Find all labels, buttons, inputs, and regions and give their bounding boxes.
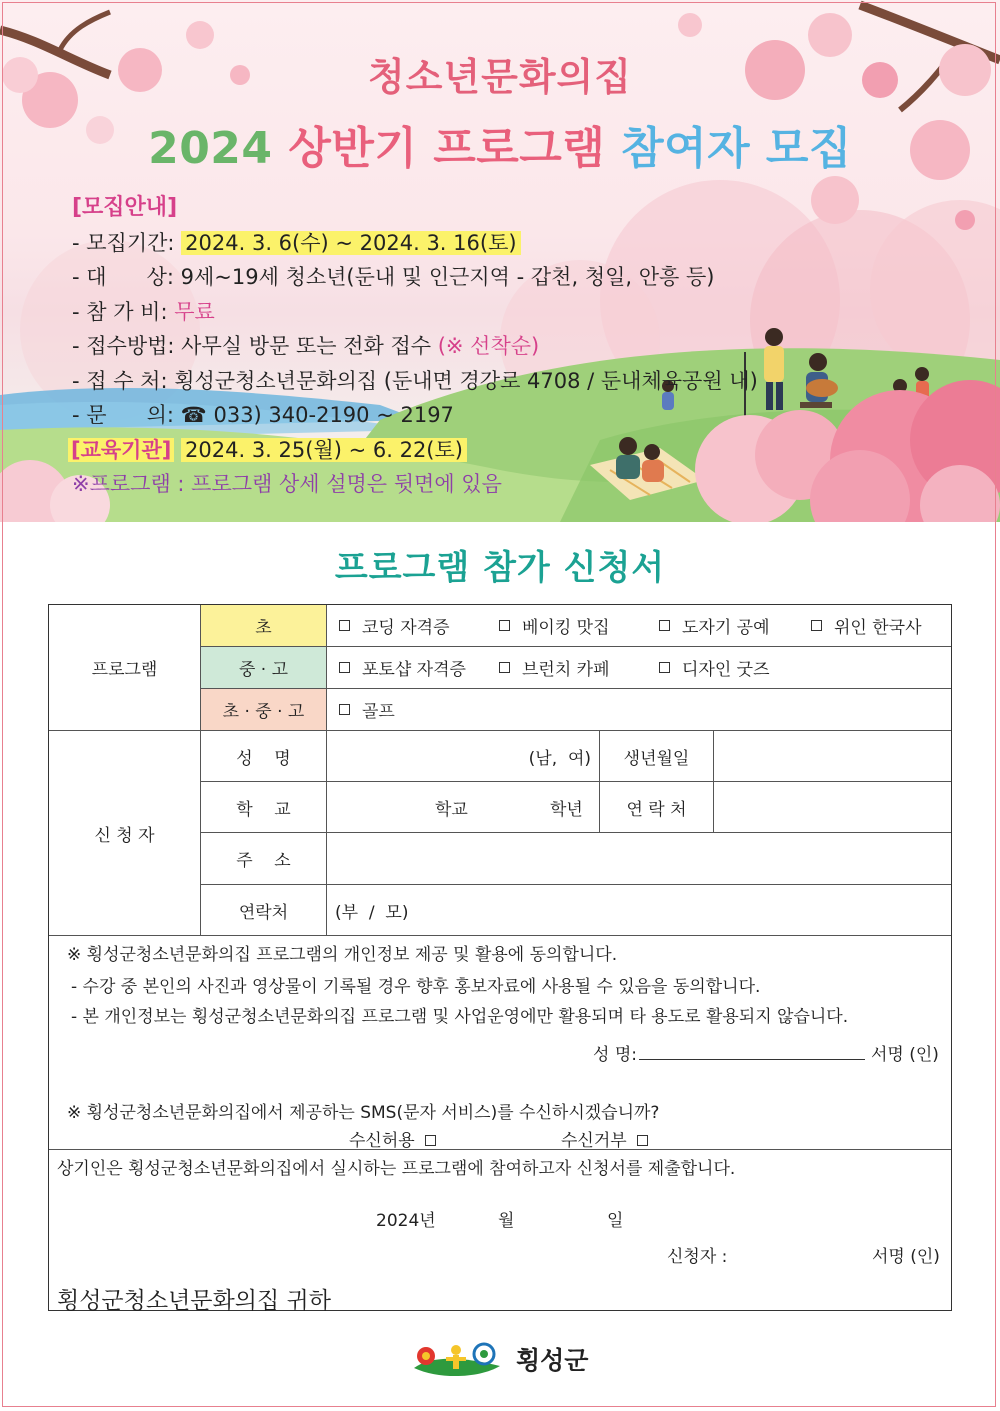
period-row: - 모집기간: 2024. 3. 6(수) ~ 2024. 3. 16(토) <box>72 226 758 261</box>
method-value: 사무실 방문 또는 전화 접수 <box>181 334 432 358</box>
sms-reject-option[interactable]: 수신거부 <box>561 1126 648 1151</box>
applicant-sign-suffix[interactable]: 서명 (인) <box>872 1247 940 1267</box>
fee-row: - 참 가 비: 무료 <box>72 299 215 324</box>
header-banner <box>0 0 1000 522</box>
checkbox[interactable] <box>499 662 510 673</box>
program-section-label: 프로그램 <box>49 605 201 731</box>
checkbox[interactable] <box>339 620 350 631</box>
signature-line[interactable] <box>639 1043 865 1060</box>
checkbox[interactable] <box>659 620 670 631</box>
form-title: 프로그램 참가 신청서 <box>334 548 666 588</box>
application-form <box>48 604 952 1314</box>
option-photoshop[interactable]: 포토샵 자격증 <box>339 647 466 688</box>
level-all: 초 · 중 · 고 <box>201 689 327 731</box>
option-golf[interactable]: 골프 <box>339 689 395 730</box>
consent-section <box>49 936 951 1150</box>
checkbox[interactable] <box>339 662 350 673</box>
school-hint: 학교 <box>435 799 468 820</box>
school-label: 학 교 <box>201 782 327 833</box>
name-input[interactable] <box>327 731 600 782</box>
sms-reject-checkbox[interactable] <box>637 1135 648 1146</box>
place-row: - 접 수 처: 횡성군청소년문화의집 (둔내면 경강로 4708 / 둔내체육공원 내) <box>72 368 758 393</box>
method-row: - 접수방법: 사무실 방문 또는 전화 접수 (※ 선착순) <box>72 334 540 358</box>
gender-hint: (남, 여) <box>528 748 591 769</box>
main-title <box>0 112 1000 176</box>
guardian-contact-label: 연락처 <box>201 885 327 936</box>
middle-high-options-row <box>327 647 951 689</box>
checkbox[interactable] <box>659 662 670 673</box>
option-design-goods[interactable]: 디자인 굿즈 <box>659 647 770 688</box>
method-note: (※ 선착순) <box>437 334 540 358</box>
sms-question: ※ 횡성군청소년문화의집에서 제공하는 SMS(문자 서비스)를 수신하시겠습니까? <box>67 1103 660 1123</box>
declaration-section <box>49 1150 951 1314</box>
sms-accept-checkbox[interactable] <box>425 1135 436 1146</box>
checkbox[interactable] <box>339 704 350 715</box>
checkbox[interactable] <box>811 620 822 631</box>
option-baking[interactable]: 베이킹 맛집 <box>499 605 610 646</box>
title-year: 2024 <box>148 123 273 174</box>
grade-hint: 학년 <box>550 799 583 820</box>
county-emblem-icon <box>410 1338 504 1380</box>
addressee: 횡성군청소년문화의집 귀하 <box>57 1288 331 1314</box>
program-note: ※프로그램 : 프로그램 상세 설명은 뒷면에 있음 <box>72 472 502 496</box>
address-input[interactable] <box>327 833 951 885</box>
target-row: - 대 상: 9세~19세 청소년(둔내 및 인근지역 - 갑천, 청일, 안흥 등) <box>72 265 715 289</box>
option-korean-history[interactable]: 위인 한국사 <box>811 605 922 646</box>
recruit-guide-heading: [모집안내] <box>72 195 178 220</box>
consent-photo: - 수강 중 본인의 사진과 영상물이 기록될 경우 향후 홍보자료에 사용될 수 있음을 동의합니다. <box>71 977 761 997</box>
recruitment-info <box>72 190 758 502</box>
parent-hint: (부 / 모) <box>335 902 409 923</box>
checkbox[interactable] <box>499 620 510 631</box>
target-value: 9세~19세 청소년(둔내 및 인근지역 - 갑천, 청일, 안흥 등) <box>180 265 715 289</box>
applicant-sign-label: 신청자 : <box>667 1247 728 1267</box>
option-brunch-cafe[interactable]: 브런치 카페 <box>499 647 610 688</box>
education-period-value: 2024. 3. 25(월) ~ 6. 22(토) <box>181 438 467 462</box>
date-year: 2024년 <box>376 1211 436 1231</box>
option-pottery[interactable]: 도자기 공예 <box>659 605 770 646</box>
education-period-heading: [교육기관] <box>68 438 174 462</box>
fee-value: 무료 <box>174 299 215 324</box>
phone-label: 연 락 처 <box>600 782 714 833</box>
consent-usage: - 본 개인정보는 횡성군청소년문화의집 프로그램 및 사업운영에만 활용되며 타 용도로 활용되지 않습니다. <box>71 1007 849 1027</box>
date-month: 월 <box>498 1211 515 1231</box>
consent-statement: ※ 횡성군청소년문화의집 프로그램의 개인정보 제공 및 활용에 동의합니다. <box>67 945 618 965</box>
name-label: 성 명 <box>201 731 327 782</box>
all-levels-options-row <box>327 689 951 731</box>
consent-signature[interactable]: 성 명: 서명 (인) <box>593 1045 939 1065</box>
school-input[interactable] <box>327 782 600 833</box>
declaration-text: 상기인은 횡성군청소년문화의집에서 실시하는 프로그램에 참여하고자 신청서를 제출합니다. <box>57 1159 736 1179</box>
sms-accept-option[interactable]: 수신허용 <box>349 1126 436 1151</box>
option-coding[interactable]: 코딩 자격증 <box>339 605 450 646</box>
contact-row: - 문 의: ☎ 033) 340-2190 ~ 2197 <box>72 403 454 427</box>
applicant-section-label: 신 청 자 <box>49 731 201 936</box>
county-name: 횡성군 <box>516 1346 589 1375</box>
elementary-options-row <box>327 605 951 647</box>
place-value: 횡성군청소년문화의집 (둔내면 경강로 4708 / 둔내체육공원 내) <box>174 368 758 393</box>
level-elementary: 초 <box>201 605 327 647</box>
birthdate-label: 생년월일 <box>600 731 714 782</box>
title-program: 상반기 프로그램 <box>288 123 606 174</box>
guardian-contact-input[interactable] <box>327 885 951 936</box>
county-logo <box>410 1338 588 1380</box>
date-day: 일 <box>607 1211 624 1231</box>
phone-input[interactable] <box>714 782 951 833</box>
level-middle-high: 중 · 고 <box>201 647 327 689</box>
organization-title: 청소년문화의집 <box>368 55 632 99</box>
birthdate-input[interactable] <box>714 731 951 782</box>
period-value: 2024. 3. 6(수) ~ 2024. 3. 16(토) <box>181 231 520 255</box>
address-label: 주 소 <box>201 833 327 885</box>
education-period-row <box>68 433 758 468</box>
title-recruit: 참여자 모집 <box>621 123 852 174</box>
contact-value: ☎ 033) 340-2190 ~ 2197 <box>180 403 454 427</box>
